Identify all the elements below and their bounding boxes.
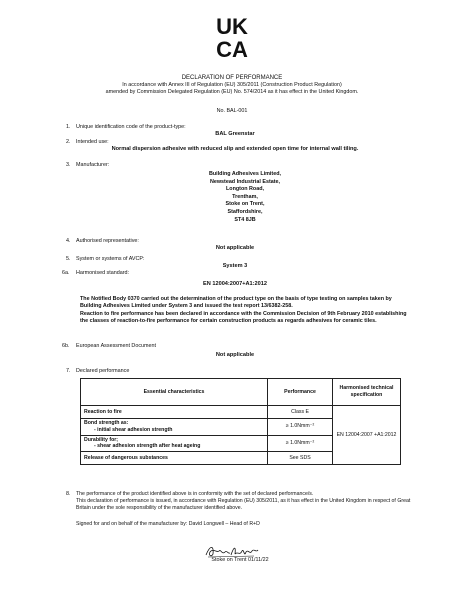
fire-paragraph-text: Reaction to fire performance has been declared in accordance with the Commission Decision of 9th February 2010 establishing the classes of reaction-to-fire performance for certain construction products as regards adhesives for ceramic tiles. — [80, 311, 407, 325]
item3-label: Manufacturer: — [76, 162, 110, 168]
row-characteristic-detail: - initial shear adhesion strength — [94, 426, 173, 433]
item2-value: Normal dispersion adhesive with reduced slip and extended open time for internal wall tiling. — [111, 146, 359, 152]
item5-label: System or systems of AVCP: — [76, 256, 145, 262]
item5-number: 5. — [66, 256, 71, 262]
item6a-value: EN 12004:2007+A1:2012 — [203, 281, 267, 287]
issuance-statement: This declaration of performance is issued, in accordance with Regulation (EU) 305/2011, as it has effect in the United Kingdom in respect of Great Britain under the sole responsibility of the manufacturer identified above. — [76, 498, 411, 511]
item6a-number: 6a. — [62, 270, 70, 276]
header-harmonised-spec: Harmonised technical specification — [333, 379, 401, 406]
declared-performance-table — [80, 378, 401, 465]
item6a-label: Harmonised standard: — [76, 270, 130, 276]
ukca-logo — [200, 14, 264, 60]
row-characteristic: Reaction to fire — [81, 406, 268, 419]
heading-line2: amended by Commission Delegated Regulation (EU) No. 574/2014 as it has effect in the United Kingdom. — [105, 89, 359, 95]
logo-line1: UK — [216, 14, 248, 39]
row-performance: ≥ 1.0Nmm⁻² — [268, 419, 333, 436]
item6b-value: Not applicable — [215, 352, 255, 358]
header-performance: Performance — [268, 379, 333, 406]
address-line: Longton Road, — [225, 186, 265, 193]
item1-number: 1. — [66, 124, 71, 130]
doc-title: DECLARATION OF PERFORMANCE — [181, 75, 283, 81]
item6b-number: 6b. — [62, 343, 70, 349]
item7-label: Declared performance — [76, 368, 130, 374]
row-performance: Class E — [268, 406, 333, 419]
table-row — [81, 406, 401, 419]
harmonised-spec-value: EN 12004:2007 +A1:2012 — [333, 406, 401, 465]
item5-value: System 3 — [222, 263, 248, 269]
row-characteristic-title: Durability for; — [84, 436, 119, 443]
header-essential-characteristics: Essential characteristics — [81, 379, 268, 406]
item3-number: 3. — [66, 162, 71, 168]
address-line: Stoke on Trent, — [225, 201, 265, 208]
item4-number: 4. — [66, 238, 71, 244]
address-line: Newstead Industrial Estate, — [209, 178, 281, 185]
row-performance: ≥ 1.0Nmm⁻² — [268, 435, 333, 452]
row-characteristic: Release of dangerous substances — [81, 452, 268, 465]
row-characteristic-detail: - shear adhesion strength after heat ageing — [94, 443, 201, 450]
address-line: ST4 8JB — [234, 216, 256, 223]
row-characteristic — [81, 419, 268, 436]
item6b-label: European Assessment Document — [76, 343, 157, 349]
item2-number: 2. — [66, 139, 71, 145]
address-line: Trentham, — [232, 193, 258, 200]
doc-number: No. BAL-001 — [216, 108, 248, 114]
row-characteristic-title: Bond strength as: — [84, 420, 129, 426]
row-characteristic — [81, 435, 268, 452]
place-and-date: Stoke on Trent 01/11/22 — [211, 557, 269, 563]
heading-line1: In accordance with Annex III of Regulation (EU) 305/2011 (Construction Product Regulation) — [122, 82, 342, 88]
address-line: Staffordshire, — [227, 208, 263, 215]
item8-number: 8. — [66, 491, 71, 497]
item1-label: Unique identification code of the product-type: — [76, 124, 186, 130]
address-line: Building Adhesives Limited, — [209, 171, 281, 177]
reaction-to-fire-paragraph — [80, 311, 410, 325]
manufacturer-address — [180, 171, 310, 224]
item7-number: 7. — [66, 368, 71, 374]
logo-line2: CA — [216, 37, 248, 60]
item2-label: Intended use: — [76, 139, 109, 145]
conformity-statement: The performance of the product identified above is in conformity with the set of declared performance/s. — [76, 491, 314, 497]
table-header-row — [81, 379, 401, 406]
signed-on-behalf: Signed for and on behalf of the manufacturer by: David Longwell – Head of R+D — [76, 521, 260, 527]
notified-body-paragraph: The Notified Body 0370 carried out the determination of the product type on the basis of type testing on samples taken by Building Adhesives Limited under System 3 and issued the test report 13/6382-258. — [80, 296, 392, 310]
item4-label: Authorised representative: — [76, 238, 139, 244]
item4-value: Not applicable — [215, 245, 255, 251]
item1-value: BAL Greenstar — [215, 131, 255, 137]
row-performance: See SDS — [268, 452, 333, 465]
